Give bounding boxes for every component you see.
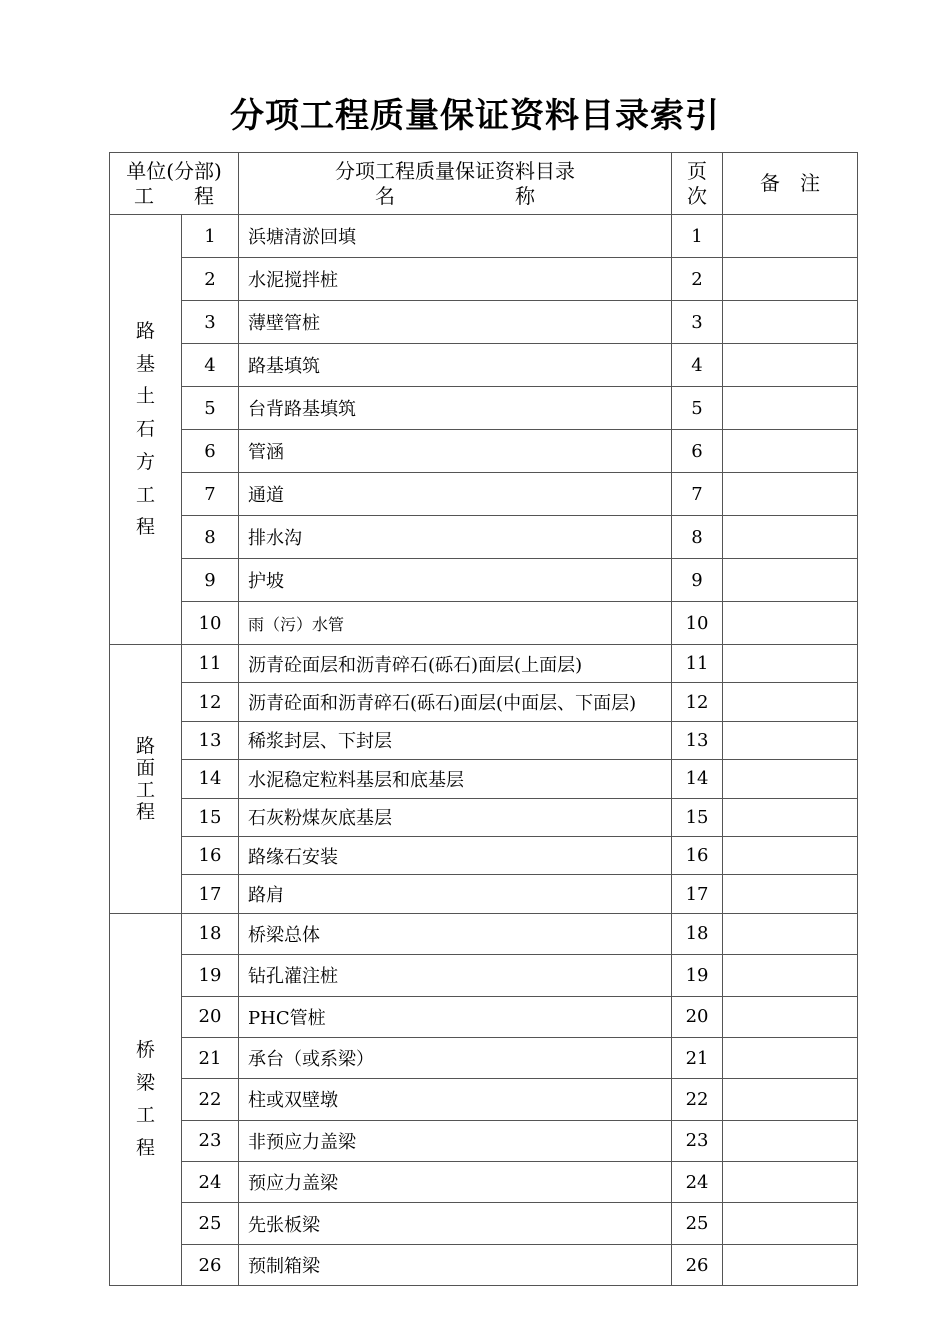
header-catalog-line1: 分项工程质量保证资料目录: [335, 158, 576, 183]
item-page: 17: [672, 875, 723, 913]
item-remark: [723, 875, 858, 913]
item-remark: [723, 258, 858, 301]
item-name: 先张板梁: [239, 1203, 672, 1244]
item-number: 8: [182, 516, 239, 559]
header-catalog: [239, 153, 672, 215]
table-row: [110, 258, 858, 301]
item-name: 桥梁总体: [239, 913, 672, 954]
item-name: 雨（污）水管: [239, 602, 672, 645]
item-page: 3: [672, 301, 723, 344]
item-remark: [723, 1037, 858, 1078]
item-page: 25: [672, 1203, 723, 1244]
item-number: 12: [182, 683, 239, 721]
item-number: 23: [182, 1120, 239, 1161]
header-page-label: 页 次: [687, 158, 708, 208]
item-number: 2: [182, 258, 239, 301]
item-name: 护坡: [239, 559, 672, 602]
table-row: [110, 473, 858, 516]
item-number: 1: [182, 215, 239, 258]
header-row: [110, 153, 858, 215]
header-remark-label: 备 注: [760, 171, 821, 195]
item-remark: [723, 215, 858, 258]
item-number: 14: [182, 760, 239, 798]
table-row: [110, 344, 858, 387]
item-number: 17: [182, 875, 239, 913]
item-name: 管涵: [239, 430, 672, 473]
item-number: 25: [182, 1203, 239, 1244]
item-number: 16: [182, 836, 239, 874]
item-remark: [723, 645, 858, 683]
table-row: [110, 875, 858, 913]
header-page: [672, 153, 723, 215]
item-remark: [723, 1120, 858, 1161]
item-remark: [723, 387, 858, 430]
item-remark: [723, 559, 858, 602]
table-row: [110, 721, 858, 759]
item-page: 9: [672, 559, 723, 602]
table-row: [110, 602, 858, 645]
item-remark: [723, 1203, 858, 1244]
item-page: 8: [672, 516, 723, 559]
item-number: 5: [182, 387, 239, 430]
item-remark: [723, 913, 858, 954]
item-number: 9: [182, 559, 239, 602]
item-name: 承台（或系梁）: [239, 1037, 672, 1078]
table-row: [110, 1244, 858, 1285]
item-remark: [723, 798, 858, 836]
item-remark: [723, 473, 858, 516]
table-row: [110, 683, 858, 721]
item-name: 路基填筑: [239, 344, 672, 387]
item-name: 预应力盖梁: [239, 1162, 672, 1203]
table-row: [110, 798, 858, 836]
table-row: [110, 996, 858, 1037]
item-page: 14: [672, 760, 723, 798]
item-page: 22: [672, 1079, 723, 1120]
item-remark: [723, 721, 858, 759]
item-name: 台背路基填筑: [239, 387, 672, 430]
item-remark: [723, 344, 858, 387]
item-page: 23: [672, 1120, 723, 1161]
item-remark: [723, 301, 858, 344]
item-number: 11: [182, 645, 239, 683]
item-number: 7: [182, 473, 239, 516]
item-page: 5: [672, 387, 723, 430]
table-row: [110, 215, 858, 258]
header-catalog-line2: 名 称: [375, 183, 536, 208]
table-row: [110, 1120, 858, 1161]
table-row: [110, 836, 858, 874]
item-name: 柱或双壁墩: [239, 1079, 672, 1120]
item-name: 通道: [239, 473, 672, 516]
item-page: 4: [672, 344, 723, 387]
page-title: 分项工程质量保证资料目录索引: [230, 96, 720, 136]
item-page: 16: [672, 836, 723, 874]
item-remark: [723, 1079, 858, 1120]
item-remark: [723, 836, 858, 874]
item-page: 1: [672, 215, 723, 258]
item-number: 4: [182, 344, 239, 387]
item-remark: [723, 760, 858, 798]
section-name: 路基土石方工程: [135, 320, 155, 539]
item-page: 26: [672, 1244, 723, 1285]
item-name: 沥青砼面和沥青碎石(砾石)面层(中面层、下面层): [239, 683, 672, 721]
header-unit-line1: 单位(分部): [126, 158, 222, 183]
item-number: 19: [182, 955, 239, 996]
item-remark: [723, 1244, 858, 1285]
table-row: [110, 1037, 858, 1078]
table-row: [110, 1203, 858, 1244]
index-table: [109, 152, 858, 1286]
item-name: 路缘石安装: [239, 836, 672, 874]
item-remark: [723, 955, 858, 996]
item-name: 非预应力盖梁: [239, 1120, 672, 1161]
table-row: [110, 645, 858, 683]
item-remark: [723, 683, 858, 721]
item-page: 13: [672, 721, 723, 759]
item-page: 6: [672, 430, 723, 473]
item-remark: [723, 430, 858, 473]
table-row: [110, 559, 858, 602]
item-number: 10: [182, 602, 239, 645]
section-name: 桥梁工程: [135, 1039, 155, 1160]
item-name: 水泥稳定粒料基层和底基层: [239, 760, 672, 798]
item-remark: [723, 996, 858, 1037]
table-row: [110, 387, 858, 430]
item-name: 沥青砼面层和沥青碎石(砾石)面层(上面层): [239, 645, 672, 683]
table-row: [110, 430, 858, 473]
item-page: 12: [672, 683, 723, 721]
item-name: 薄壁管桩: [239, 301, 672, 344]
item-name: 钻孔灌注桩: [239, 955, 672, 996]
item-number: 20: [182, 996, 239, 1037]
item-name: 浜塘清淤回填: [239, 215, 672, 258]
item-page: 21: [672, 1037, 723, 1078]
table-row: [110, 760, 858, 798]
section-name: 路面工程: [135, 734, 155, 823]
item-number: 24: [182, 1162, 239, 1203]
item-page: 10: [672, 602, 723, 645]
item-number: 15: [182, 798, 239, 836]
table-row: [110, 301, 858, 344]
section-name-cell: [110, 913, 182, 1286]
item-name: 预制箱梁: [239, 1244, 672, 1285]
section-name-cell: [110, 645, 182, 914]
item-name: 路肩: [239, 875, 672, 913]
item-page: 20: [672, 996, 723, 1037]
table-row: [110, 516, 858, 559]
item-number: 22: [182, 1079, 239, 1120]
item-name: 稀浆封层、下封层: [239, 721, 672, 759]
item-remark: [723, 516, 858, 559]
section-name-cell: [110, 215, 182, 645]
item-page: 2: [672, 258, 723, 301]
item-page: 15: [672, 798, 723, 836]
item-number: 26: [182, 1244, 239, 1285]
item-number: 3: [182, 301, 239, 344]
table-row: [110, 1079, 858, 1120]
item-number: 13: [182, 721, 239, 759]
item-number: 21: [182, 1037, 239, 1078]
item-remark: [723, 1162, 858, 1203]
item-name: 石灰粉煤灰底基层: [239, 798, 672, 836]
item-page: 7: [672, 473, 723, 516]
item-page: 11: [672, 645, 723, 683]
index-table-body: [110, 153, 858, 1286]
table-row: [110, 955, 858, 996]
item-name: 水泥搅拌桩: [239, 258, 672, 301]
item-remark: [723, 602, 858, 645]
table-row: [110, 913, 858, 954]
item-page: 18: [672, 913, 723, 954]
header-unit: [110, 153, 239, 215]
item-page: 19: [672, 955, 723, 996]
header-unit-line2: 工 程: [134, 183, 214, 208]
item-number: 6: [182, 430, 239, 473]
item-page: 24: [672, 1162, 723, 1203]
item-name: 排水沟: [239, 516, 672, 559]
item-name: PHC管桩: [239, 996, 672, 1037]
item-number: 18: [182, 913, 239, 954]
table-row: [110, 1162, 858, 1203]
header-remark: [723, 153, 858, 215]
